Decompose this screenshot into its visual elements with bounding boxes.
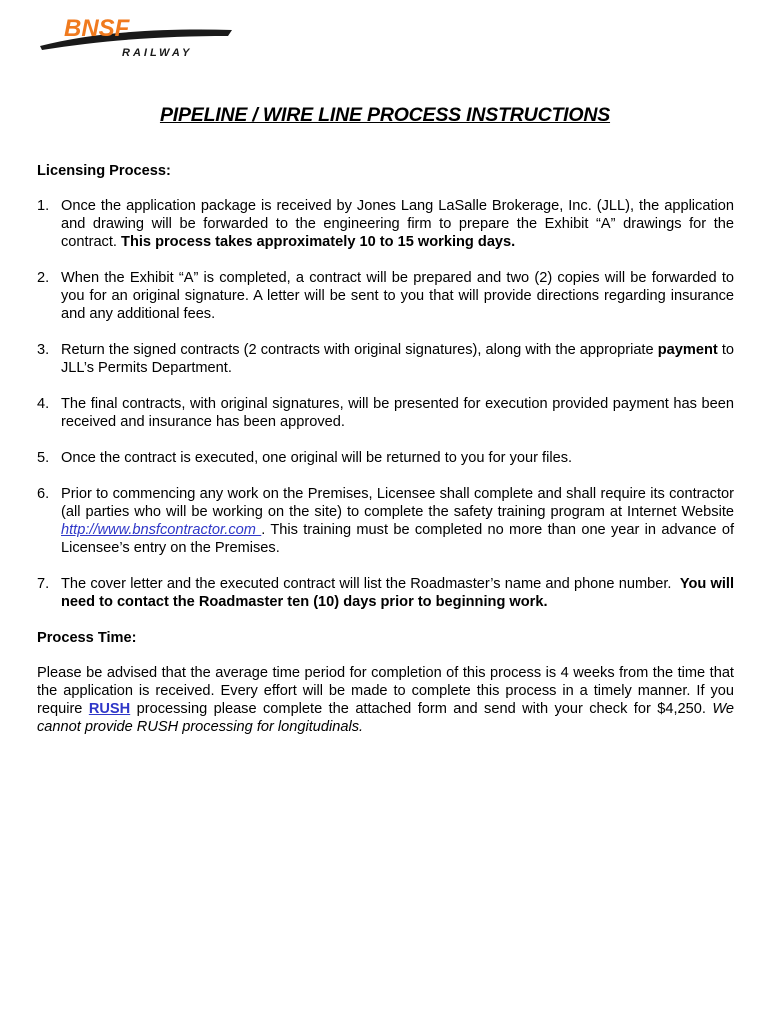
step-text: When the Exhibit “A” is completed, a contract will be prepared and two (2) copies will be forwarded to you for an original signature. A letter will be sent to you that will provide directions regarding insurance and any additional fees. [61, 270, 734, 322]
step-number: 3. [37, 342, 50, 358]
licensing-heading: Licensing Process: [37, 163, 171, 179]
bnsf-logo [34, 14, 234, 64]
step-number: 4. [37, 396, 50, 412]
step-text: Return the signed contracts (2 contracts with original signatures), along with the appropriate payment to JLL’s Permits Department. [61, 342, 734, 376]
step-text: Once the contract is executed, one original will be returned to you for your files. [61, 450, 573, 466]
bnsf-logo-mark [34, 14, 234, 64]
list-item [37, 197, 734, 251]
step-text: Once the application package is received by Jones Lang LaSalle Brokerage, Inc. (JLL), the application and drawing will be forwarded to the engineering firm to prepare the Exhibit “A” drawings for the contract. This process takes approximately 10 to 15 working days. [61, 198, 734, 250]
step-number: 5. [37, 450, 50, 466]
list-item [37, 575, 734, 611]
process-time-paragraph: Please be advised that the average time period for completion of this process is 4 weeks from the time that the application is received. Every effort will be made to complete this process in a timely manner. If you require RUSH processing please complete the attached form and send with your check for $4,250. We cannot provide RUSH processing for longitudinals. [37, 665, 734, 735]
step-emphasis: This process takes approximately 10 to 15 working days. [121, 234, 516, 250]
process-time-heading: Process Time: [37, 630, 137, 646]
step-emphasis: You will need to contact the Roadmaster ten (10) days prior to beginning work. [61, 576, 735, 610]
step-number: 7. [37, 576, 50, 592]
step-emphasis: payment [657, 342, 718, 358]
step-number: 6. [37, 486, 50, 502]
step-text: The cover letter and the executed contract will list the Roadmaster’s name and phone number. You will need to contact the Roadmaster ten (10) days prior to beginning work. [61, 576, 735, 610]
rush-note: We cannot provide RUSH processing for longitudinals. [37, 701, 734, 735]
licensing-steps [37, 197, 734, 611]
logo-brand-text: BNSF [64, 15, 130, 42]
list-item [37, 269, 734, 323]
list-item [37, 449, 734, 467]
list-item [37, 485, 734, 557]
page-title: PIPELINE / WIRE LINE PROCESS INSTRUCTIONS [159, 104, 611, 126]
logo-sub-text: RAILWAY [122, 47, 193, 59]
step-number: 2. [37, 270, 50, 286]
step-number: 1. [37, 198, 50, 214]
step-text: Prior to commencing any work on the Premises, Licensee shall complete and shall require its contractor (all parties who will be working on the site) to complete the safety training program at Internet Website http://www.bnsfcontractor.com . This training must be completed no more than one year in advance of Licensee’s entry on the Premises. [61, 486, 734, 556]
list-item [37, 341, 734, 377]
rush-link[interactable]: RUSH [88, 701, 131, 717]
list-item [37, 395, 734, 431]
bnsf-contractor-link[interactable]: http://www.bnsfcontractor.com [61, 522, 262, 538]
step-text: The final contracts, with original signatures, will be presented for execution provided payment has been received and insurance has been approved. [61, 396, 734, 430]
document-body [37, 162, 734, 736]
